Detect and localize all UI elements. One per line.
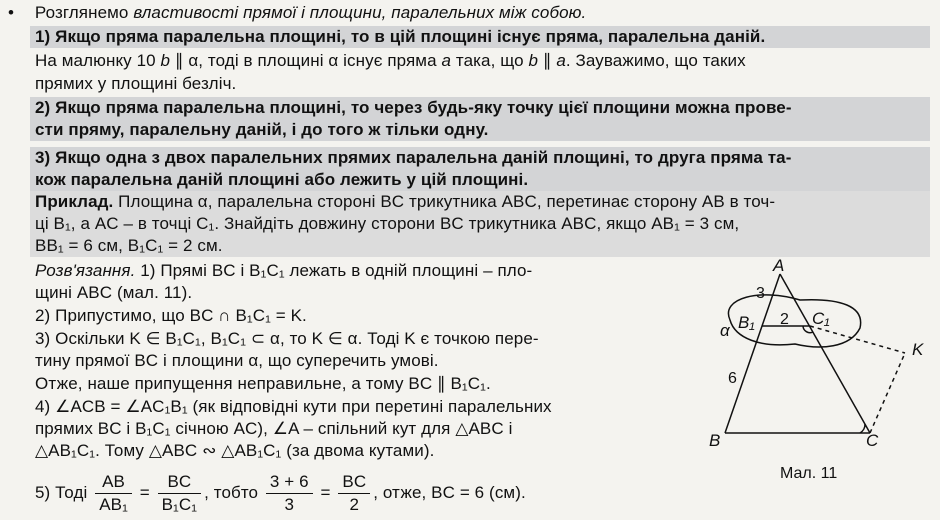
solution-line-1: Розв'язання. 1) Прямі BC і B₁C₁ лежать в одній площині – пло- [35, 261, 533, 280]
fraction-sum: $\frac{3 + 6}{3}$ [266, 471, 313, 516]
label-a: A [773, 258, 785, 275]
example-line-2: ці B₁, а AC – в точці C₁. Знайдіть довжину сторони BC трикутника ABC, якщо AB₁ = 3 см, [35, 214, 740, 233]
solution-step-5: 5) Тоді $\frac{AB}{\text{AB₁}}$ = $\frac{BC}{\text{B₁C₁}}$ , тобто $\frac{3 + 6}{3}$ = $\frac{BC}{2}$ , отже, BC = 6 (см). [35, 472, 526, 515]
label-c1: C₁ [812, 309, 830, 328]
fraction-bc-2: $\frac{BC}{2}$ [338, 471, 370, 516]
label-length-b1c1: 2 [780, 311, 789, 328]
bullet: • [8, 3, 15, 22]
figure-caption: Мал. 11 [780, 465, 838, 482]
example-line-3: BB₁ = 6 см, B₁C₁ = 2 см. [35, 236, 223, 255]
prop1-text-2: прямих у площині безліч. [35, 74, 237, 93]
dashed-bc-k [870, 353, 905, 433]
label-k: K [912, 340, 924, 359]
figure-11 [700, 258, 940, 503]
prop3-line-1: 3) Якщо одна з двох паралельних прямих паралельна даній площині, то друга пряма та- [35, 148, 792, 167]
solution-step-4b: прямих BC і B₁C₁ січною AC), ∠A – спільний кут для △ABC і [35, 419, 513, 438]
solution-step-2: 2) Припустимо, що BC ∩ B₁C₁ = K. [35, 306, 307, 325]
prop2-line-2: сти пряму, паралельну даній, і до того ж тільки одну. [35, 120, 489, 139]
side-ac [780, 274, 870, 433]
solution-step-4c: △AB₁C₁. Тому △ABC ∾ △AB₁C₁ (за двома кутами). [35, 441, 435, 460]
side-ab [725, 274, 780, 433]
angle-c-arc [860, 424, 865, 433]
label-b: B [709, 431, 721, 450]
prop1-text-1: На малюнку 10 b ∥ α, тоді в площині α існує пряма a така, що b ∥ a. Зауважимо, що таких [35, 51, 746, 70]
fraction-ab: $\frac{AB}{\text{AB₁}}$ [95, 471, 132, 516]
solution-step-3a: 3) Оскільки K ∈ B₁C₁, B₁C₁ ⊂ α, то K ∈ α. Тоді K є точкою пере- [35, 329, 539, 348]
prop1-title: 1) Якщо пряма паралельна площині, то в цій площині існує пряма, паралельна даній. [35, 27, 766, 46]
prop2-line-1: 2) Якщо пряма паралельна площині, то через будь-яку точку цієї площини можна прове- [35, 98, 792, 117]
intro-line: • Розглянемо властивості прямої і площини, паралельних між собою. [8, 3, 587, 22]
fraction-bc: $\frac{BC}{\text{B₁C₁}}$ [158, 471, 202, 516]
label-c: C [866, 431, 879, 450]
solution-line-2: щині ABC (мал. 11). [35, 283, 193, 302]
solution-step-3b: тину прямої BC і площини α, що суперечить умові. [35, 351, 439, 370]
label-length-ab1: 3 [756, 285, 765, 302]
dashed-b1c1-k [810, 326, 905, 353]
example-line-1: Приклад. Площина α, паралельна стороні BC трикутника ABC, перетинає сторону AB в точ- [35, 192, 776, 211]
solution-step-3c: Отже, наше припущення неправильне, а тому BC ∥ B₁C₁. [35, 374, 491, 393]
label-b1: B₁ [738, 313, 755, 332]
solution-step-4a: 4) ∠ACB = ∠AC₁B₁ (як відповідні кути при перетині паралельних [35, 397, 552, 416]
prop3-line-2: кож паралельна даній площині або лежить у цій площині. [35, 170, 529, 189]
label-length-bb1: 6 [728, 370, 737, 387]
label-alpha: α [720, 321, 730, 340]
